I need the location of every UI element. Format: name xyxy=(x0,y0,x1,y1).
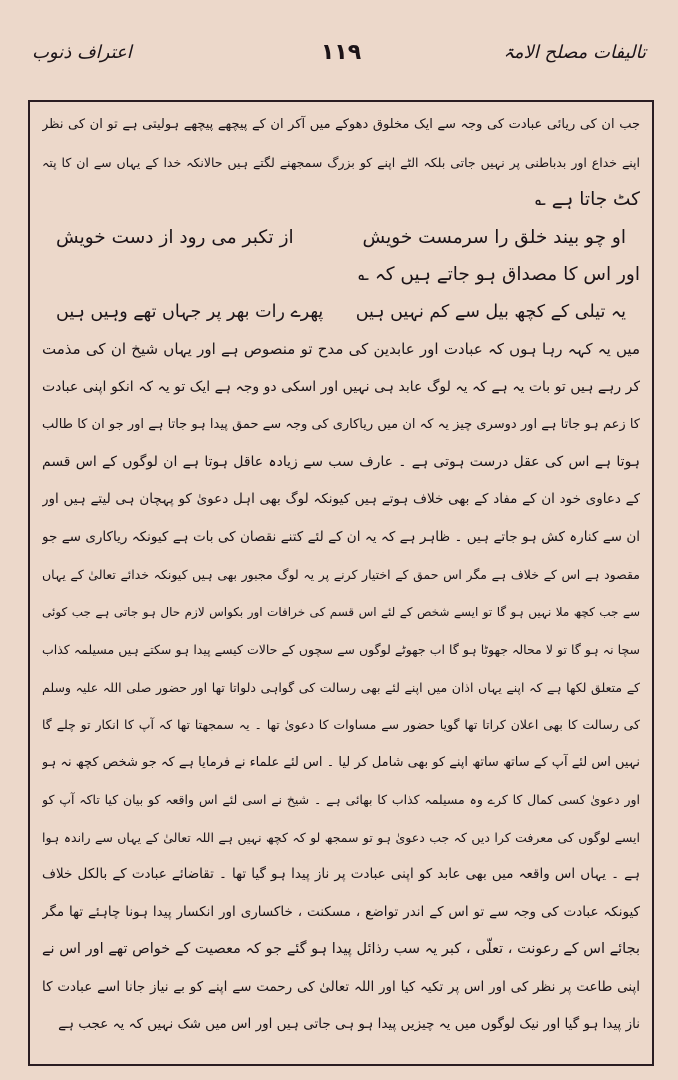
text-line: سچا نہ ہو گا تو لا محالہ جھوٹا ہو گا اب جھوٹے لوگوں سے سچوں کے حالات کیسے پیدا ہو سکتے ہیں مسیلمہ کذاب xyxy=(42,642,640,657)
text-line: ان سے کنارہ کش ہو جاتے ہیں ۔ ظاہر ہے کہ یہ ان کے لئے کتنے نقصان کی بات ہے کیونکہ ریاکاری سے جو xyxy=(42,528,640,545)
text-line: بجائے اس کے رعونت ، تعلّی ، کبر یہ سب رذائل پیدا ہو گئے جو کہ معصیت کے خواص تھے اور اس نے xyxy=(42,941,640,957)
text-line: ہے ۔ یہاں اس واقعہ میں بھی عابد کو اپنی عبادت پر ناز پیدا ہو گیا تھا ۔ تقاضائے عبادت کے بالکل خلاف xyxy=(42,866,640,882)
text-line: سے جب کچھ ملا نہیں ہو گا تو ایسے شخص کے لئے اس قسم کی خرافات اور بکواس لازم حال ہو جاتی ہے جب کوئی xyxy=(42,604,640,619)
verse-hemistich: پھرے رات بھر پر جہاں تھے وہیں ہیں xyxy=(56,301,324,322)
chapter-title: اعتراف ذنوب xyxy=(32,42,132,63)
verse-hemistich: او چو بیند خلق را سرمست خویش xyxy=(362,226,626,248)
verse-line xyxy=(42,294,640,332)
page-header xyxy=(26,36,656,76)
text-line: کر رہے ہیں تو بات یہ ہے کہ یہ لوگ عابد ہی نہیں اور اسکی دو وجہ ہے ایک تو یہ کہ انکو اپنی عبادت xyxy=(42,378,640,395)
verse-hemistich: از تکبر می رود از دست خویش xyxy=(56,226,294,248)
page-number: ۱۱۹ xyxy=(320,40,362,65)
text-line: ایسے لوگوں کی معرفت کرا دیں کہ جب دعویٰ ہو تو سمجھ لو کہ کچھ نہیں ہے اللہ تعالیٰ کے یہاں سے راندہ ہوا xyxy=(42,829,640,845)
text-line: کیونکہ عبادت کی وجہ سے تو اس کے اندر تواضع ، مسکنت ، خاکساری اور انکسار پیدا ہونا چاہئے تھا مگر xyxy=(42,903,640,920)
body-text xyxy=(42,106,640,1044)
text-line: میں یہ کہہ رہا ہوں کہ عبادت اور عابدین کی مدح تو منصوص ہے اور یہاں شیخ ان کی مذمت xyxy=(42,340,640,358)
text-line: اپنے خداع اور بدباطنی پر نہیں جاتی بلکہ الٹے اپنے کو بزرگ سمجھنے لگتے ہیں حالانکہ خدا کے یہاں سے ان کا پتہ xyxy=(42,154,640,170)
text-line: اپنی طاعت پر نظر کی اور اس پر تکیہ کیا اور اللہ تعالیٰ کی رحمت سے اپنے کو بے نیاز جانا اسے عبادت کا xyxy=(42,978,640,995)
text-line: ناز پیدا ہو گیا اور نیک لوگوں میں یہ چیزیں پیدا ہو ہی جاتی ہیں اور اس میں شک نہیں کہ یہ عجب ہے xyxy=(58,1016,640,1032)
text-line: کی رسالت کا بھی اعلان کراتا تھا گویا حضور سے مساوات کا دعویٰ تھا ۔ یہ سمجھتا تھا کہ آپ کا انکار تو چلے گا xyxy=(42,717,640,732)
text-line: اور اس کا مصداق ہو جاتے ہیں کہ ؎ xyxy=(358,264,640,285)
text-line: نہیں اس لئے آپ کے ساتھ ساتھ اپنے کو بھی شامل کر لیا ۔ اس لئے علماء نے فرمایا ہے کہ جو شخص کچھ نہ ہو xyxy=(42,754,640,770)
text-line: جب ان کی ریائی عبادت کی وجہ سے ایک مخلوق دھوکے میں آکر ان کے پیچھے پیچھے ہولیتی ہے تو ان کی نظر xyxy=(42,117,640,132)
text-frame xyxy=(28,100,654,1066)
verse-hemistich: یہ تیلی کے کچھ بیل سے کم نہیں ہیں xyxy=(355,301,626,322)
text-line: مقصود ہے اس کے خلاف ہے مگر اس حمق کے اختیار کرنے پر یہ لوگ مجبور بھی ہیں کیونکہ خدائے تعالیٰ کے یہاں xyxy=(42,567,640,582)
text-line: کے دعاوی خود ان کے مفاد کے بھی خلاف ہوتے ہیں کیونکہ لوگ بھی اہل دعویٰ کو پہچان ہی لیتے ہیں اور xyxy=(42,491,640,507)
text-line: کٹ جاتا ہے ؎ xyxy=(535,189,640,210)
text-line: ہوتا ہے اس کی عقل درست ہوتی ہے ۔ عارف سب سے زیادہ عاقل ہوتا ہے ان لوگوں کے اس قسم xyxy=(42,453,640,470)
text-line: کا زعم ہو جاتا ہے اور دوسری چیز یہ کہ ان میں ریاکاری کی وجہ سے حمق پیدا ہو جاتا ہے اور جو ان کا طالب xyxy=(42,417,640,432)
text-line: اور دعویٰ کسی کمال کا کرے وہ مسیلمہ کذاب کا بھائی ہے ۔ شیخ نے اسی لئے اس واقعہ کو بیان کیا تاکہ آپ کو xyxy=(42,792,640,807)
text-line: کے متعلق لکھا ہے کہ اپنے یہاں اذان میں اپنے لئے بھی رسالت کی گواہی دلواتا تھا اور حضور صلی اللہ علیہ وسلم xyxy=(42,679,640,695)
verse-line xyxy=(42,219,640,257)
book-title: تالیفات مصلح الامۃ xyxy=(503,42,646,63)
